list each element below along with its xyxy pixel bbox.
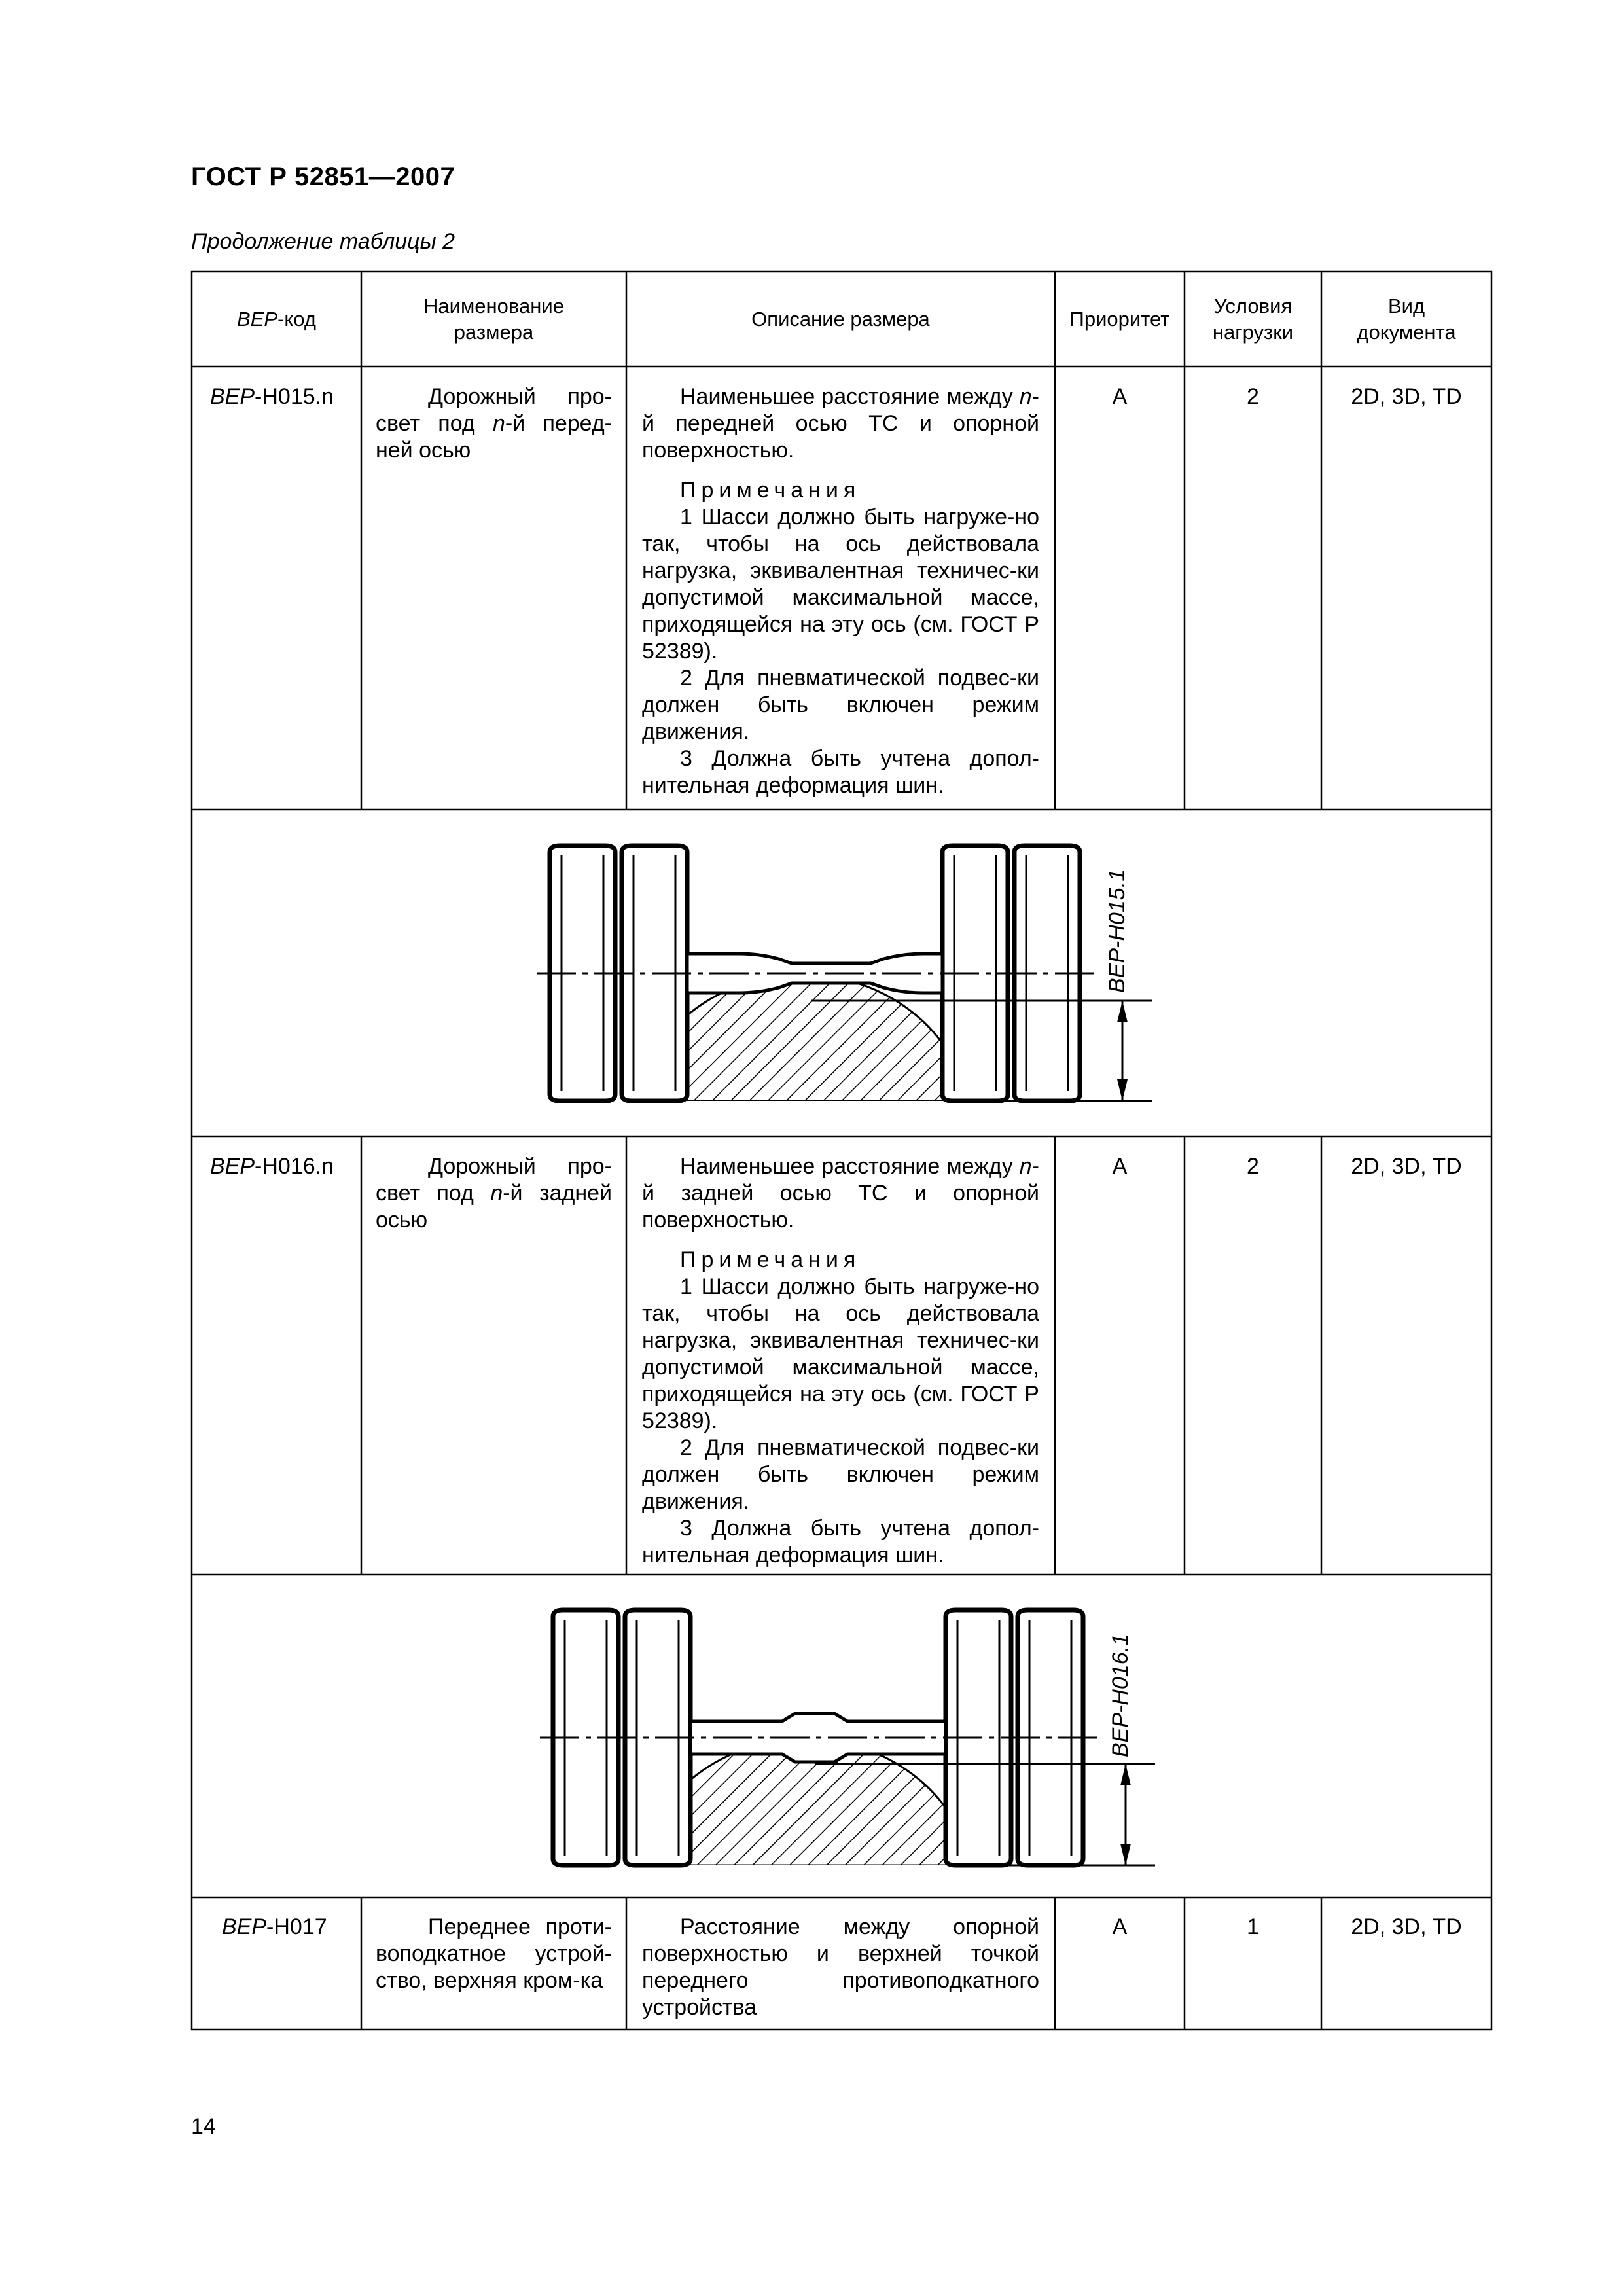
row1-description <box>626 384 1055 799</box>
dim-arrow-bottom-2 <box>1120 1844 1131 1865</box>
row1-desc-post: -й передней осью ТС и опорной поверхностью. <box>642 384 1039 463</box>
col-header-load-text: Условия нагрузки <box>1212 294 1294 344</box>
figure-front-axle-clearance <box>524 826 1165 1124</box>
row1-desc-n: n <box>1019 384 1032 409</box>
col-header-code-italic: BEP <box>237 307 278 331</box>
page-number: 14 <box>191 2114 216 2139</box>
row3-name: Переднее проти-воподкатное устрой-ство, верхняя кром-ка <box>376 1914 612 1993</box>
row3-load: 1 <box>1247 1914 1259 1939</box>
row2-doc-type: 2D, 3D, TD <box>1351 1154 1462 1179</box>
row3-code-prefix: BEP <box>222 1914 267 1939</box>
row1-code <box>192 384 361 410</box>
row1-name-pre: Дорожный про-свет под <box>376 384 612 436</box>
row1-name-post: -й перед-ней осью <box>376 411 612 463</box>
dim-arrow-bottom <box>1117 1079 1128 1101</box>
row3-code-suffix: -H017 <box>266 1914 327 1939</box>
row2-priority: A <box>1112 1154 1128 1179</box>
row2-name <box>361 1153 626 1234</box>
col-header-description <box>626 272 1055 367</box>
row1-notes-title: Примечания <box>680 478 861 503</box>
row1-desc-text <box>642 384 1039 464</box>
col-header-priority-text: Приоритет <box>1069 307 1170 331</box>
row1-load: 2 <box>1247 384 1259 409</box>
row2-note2: 2 Для пневматической подвес-ки должен быть включен режим движения. <box>642 1435 1039 1514</box>
row2-name-n: n <box>490 1181 503 1206</box>
col-header-code <box>192 272 361 367</box>
row2-name-pre: Дорожный про-свет под <box>376 1154 612 1206</box>
row1-note3: 3 Должна быть учтена допол-нительная деформация шин. <box>642 746 1039 798</box>
col-header-priority <box>1055 272 1185 367</box>
row3-priority: A <box>1112 1914 1128 1939</box>
col-header-load <box>1185 272 1321 367</box>
row2-load: 2 <box>1247 1154 1259 1179</box>
figure1-label: BEP-H015.1 <box>1105 869 1130 993</box>
dim-arrow-top-2 <box>1120 1764 1131 1785</box>
row2-desc-pre: Наименьшее расстояние между <box>680 1154 1020 1179</box>
row3-doc-type: 2D, 3D, TD <box>1351 1914 1462 1939</box>
row1-code-suffix: -H015.n <box>255 384 334 409</box>
col-header-doc-type-text: Вид документа <box>1357 294 1456 344</box>
document-header: ГОСТ Р 52851—2007 <box>191 162 455 191</box>
row2-code-suffix: -H016.n <box>255 1154 334 1179</box>
figure-rear-axle-clearance <box>527 1590 1168 1888</box>
row2-notes-title: Примечания <box>680 1247 861 1272</box>
dim-arrow-top <box>1117 1001 1128 1022</box>
row2-note3: 3 Должна быть учтена допол-нительная деформация шин. <box>642 1516 1039 1568</box>
col-header-name-text: Наименование размера <box>423 294 564 344</box>
row1-priority: A <box>1112 384 1128 409</box>
row1-note2: 2 Для пневматической подвес-ки должен быть включен режим движения. <box>642 666 1039 744</box>
figure2-label: BEP-H016.1 <box>1108 1634 1133 1757</box>
col-header-doc-type <box>1321 272 1491 367</box>
table-caption: Продолжение таблицы 2 <box>191 229 455 254</box>
row2-desc-n: n <box>1019 1154 1032 1179</box>
row2-desc-post: -й задней осью ТС и опорной поверхностью. <box>642 1154 1039 1232</box>
row3-code <box>192 1914 361 1941</box>
row3-description: Расстояние между опорной поверхностью и верхней точкой переднего противоподкатного устройства <box>642 1914 1039 2020</box>
row2-code-prefix: BEP <box>210 1154 255 1179</box>
col-header-description-text: Описание размера <box>751 307 930 331</box>
row1-code-prefix: BEP <box>210 384 255 409</box>
row2-desc-text <box>642 1153 1039 1234</box>
row1-name-n: n <box>492 411 505 436</box>
row2-note1: 1 Шасси должно быть нагруже-но так, чтобы на ось действовала нагрузка, эквивалентная техничес-ки допустимой максимальной массе, приходящейся на эту ось (см. ГОСТ Р 52389). <box>642 1274 1039 1433</box>
row1-note1: 1 Шасси должно быть нагруже-но так, чтобы на ось действовала нагрузка, эквивалентная техничес-ки допустимой максимальной массе, приходящейся на эту ось (см. ГОСТ Р 52389). <box>642 505 1039 664</box>
row1-doc-type: 2D, 3D, TD <box>1351 384 1462 409</box>
row1-desc-pre: Наименьшее расстояние между <box>680 384 1020 409</box>
col-header-name <box>361 272 626 367</box>
row1-name <box>361 384 626 464</box>
row2-description <box>626 1153 1055 1569</box>
col-header-code-rest: -код <box>277 307 316 331</box>
row2-code <box>192 1153 361 1180</box>
row2-name-post: -й задней осью <box>376 1181 612 1232</box>
